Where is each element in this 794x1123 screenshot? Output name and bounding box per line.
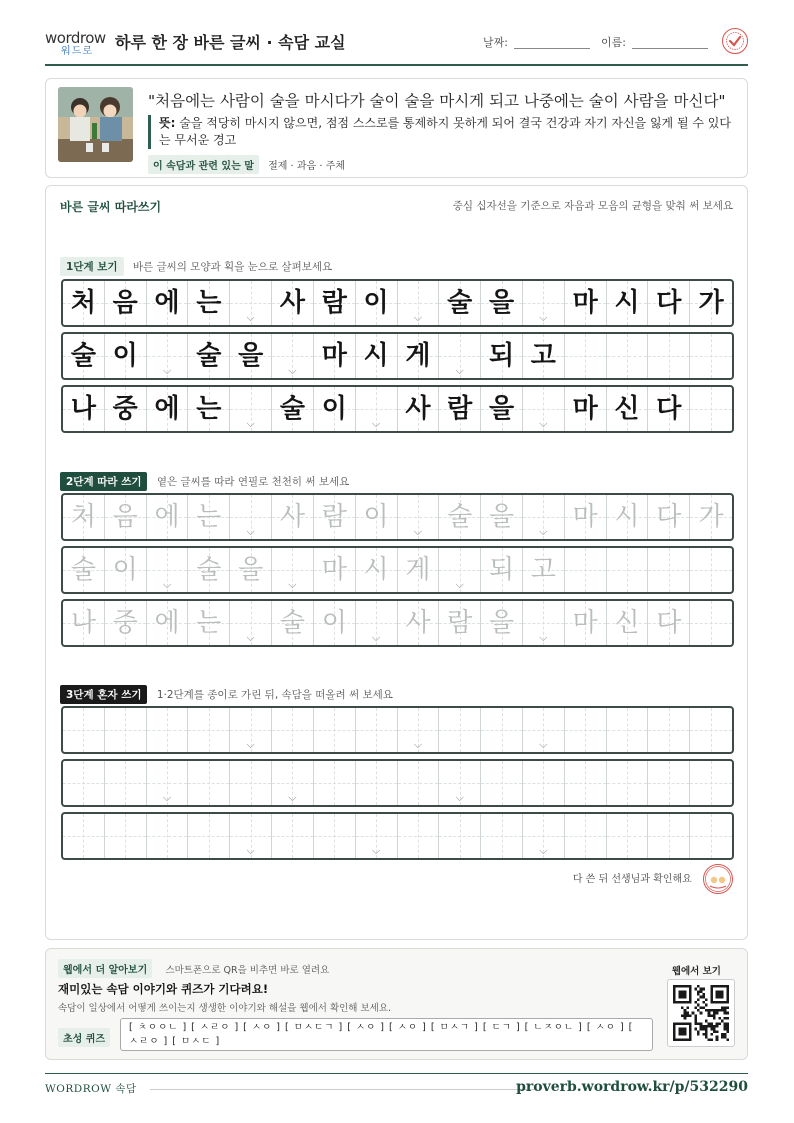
grid-cell[interactable]: [188, 548, 230, 592]
grid-character: 는: [196, 608, 222, 638]
space-mark-icon: ⌵: [539, 738, 548, 751]
grid-character: 게: [405, 555, 431, 585]
grid-cell[interactable]: [398, 708, 440, 752]
grid-character: 시: [363, 341, 389, 371]
grid-character: 을: [488, 502, 515, 532]
grid-cell: [398, 281, 440, 325]
grid-character: 을: [488, 608, 515, 638]
grid-cell[interactable]: [230, 495, 272, 539]
space-mark-icon: ⌵: [539, 311, 548, 324]
grid-cell[interactable]: [398, 814, 440, 858]
grid-cell[interactable]: [188, 761, 230, 805]
grid-cell[interactable]: [523, 601, 565, 645]
grid-cell: [105, 281, 147, 325]
grid-character: 되: [488, 341, 515, 371]
grid-character: 사: [405, 608, 431, 638]
logo-text: wordrow: [45, 29, 106, 47]
grid-cell[interactable]: [439, 761, 481, 805]
space-mark-icon: ⌵: [246, 417, 255, 430]
grid-character: 가: [698, 502, 724, 532]
grid-cell[interactable]: [565, 495, 607, 539]
grid-cell[interactable]: [523, 495, 565, 539]
grid-cell: [481, 334, 523, 378]
grid-cell[interactable]: [356, 761, 398, 805]
grid-character: 사: [279, 288, 306, 318]
grid-cell: [565, 387, 607, 431]
practice-hint: 중심 십자선을 기준으로 자음과 모음의 균형을 맞춰 써 보세요: [452, 200, 733, 212]
web-tag-row: [58, 959, 329, 978]
grid-character: 고: [530, 341, 556, 371]
grid-character: 가: [698, 288, 724, 318]
teacher-note: 다 쓴 뒤 선생님과 확인해요: [572, 874, 692, 885]
grid-character: 마: [572, 288, 598, 318]
writing-row: [61, 332, 734, 380]
grid-character: 음: [112, 502, 138, 532]
grid-cell[interactable]: [105, 548, 147, 592]
space-mark-icon: ⌵: [371, 631, 381, 644]
grid-cell[interactable]: [398, 548, 440, 592]
grid-character: 시: [614, 288, 640, 318]
grid-cell: [481, 281, 523, 325]
stage-3-header: [60, 685, 393, 704]
grid-cell: [272, 334, 314, 378]
grid-cell[interactable]: [147, 548, 189, 592]
grid-cell: [356, 281, 398, 325]
date-label: 날짜:: [483, 36, 508, 49]
grid-cell[interactable]: [314, 601, 356, 645]
space-mark-icon: ⌵: [288, 791, 297, 804]
grid-cell[interactable]: [105, 601, 147, 645]
grid-cell: [398, 334, 440, 378]
grid-character: 에: [154, 502, 180, 532]
space-mark-icon: ⌵: [539, 525, 548, 538]
grid-cell[interactable]: [63, 548, 105, 592]
grid-character: 고: [530, 555, 556, 585]
grid-character: 마: [321, 341, 347, 371]
web-hint: 스마트폰으로 QR을 비추면 바로 열려요: [165, 965, 330, 976]
grid-cell: [188, 281, 230, 325]
writing-row[interactable]: [61, 759, 734, 807]
grid-cell[interactable]: [690, 548, 732, 592]
grid-cell: [356, 334, 398, 378]
grid-character: 시: [363, 555, 389, 585]
space-mark-icon: ⌵: [455, 791, 464, 804]
grid-cell[interactable]: [188, 601, 230, 645]
grid-cell[interactable]: [565, 814, 607, 858]
grid-character: 나: [70, 608, 96, 638]
grid-cell[interactable]: [648, 814, 690, 858]
chosung-quiz-box: [ ㅊㅇㅇㄴ ] [ ㅅㄹㅇ ] [ ㅅㅇ ] [ ㅁㅅㄷㄱ ] [ ㅅㅇ ] [ ㅅㅇ ] [ ㅁㅅㄱ ] [ ㄷㄱ ] [ ㄴㅈㅇㄴ ] [ ㅅㅇ ] [ ㅅㄹㅇ ] [ ㅁㅅㄷ ]: [120, 1018, 653, 1051]
grid-character: 이: [363, 288, 389, 318]
grid-cell[interactable]: [356, 601, 398, 645]
grid-cell: [230, 334, 272, 378]
grid-cell[interactable]: [147, 495, 189, 539]
grid-cell[interactable]: [648, 548, 690, 592]
writing-row: [61, 279, 734, 327]
stage-2-header: [60, 472, 349, 491]
grid-character: 술: [279, 608, 306, 638]
grid-cell: [648, 334, 690, 378]
space-mark-icon: ⌵: [246, 631, 255, 644]
grid-cell[interactable]: [607, 761, 649, 805]
space-mark-icon: ⌵: [455, 364, 464, 377]
proverb-card: [45, 78, 748, 178]
space-mark-icon: ⌵: [246, 525, 255, 538]
grid-character: 술: [447, 288, 473, 318]
grid-cell[interactable]: [230, 761, 272, 805]
grid-character: 을: [488, 394, 515, 424]
grid-cell[interactable]: [481, 548, 523, 592]
quiz-label: 초성 퀴즈: [58, 1028, 110, 1047]
teacher-check: [573, 864, 733, 894]
grid-cell[interactable]: [481, 601, 523, 645]
grid-cell[interactable]: [314, 761, 356, 805]
grid-cell: [523, 334, 565, 378]
grid-cell[interactable]: [398, 495, 440, 539]
grid-cell: [230, 387, 272, 431]
name-label: 이름:: [601, 36, 626, 49]
footer-brand: WORDROW 속담: [45, 1083, 137, 1095]
grid-cell: [565, 281, 607, 325]
writing-row[interactable]: [61, 706, 734, 754]
writing-row[interactable]: [61, 546, 734, 594]
page-title: 하루 한 장 바른 글씨 · 속담 교실: [115, 33, 346, 52]
proverb-text: "처음에는 사람이 술을 마시다가 술이 술을 마시게 되고 나중에는 술이 사람을 마신다": [148, 92, 726, 110]
grid-character: 되: [488, 555, 515, 585]
grid-character: 처: [70, 288, 96, 318]
grid-cell[interactable]: [272, 495, 314, 539]
grid-cell[interactable]: [690, 814, 732, 858]
grid-cell[interactable]: [356, 814, 398, 858]
writing-row: [61, 385, 734, 433]
grid-cell: [314, 281, 356, 325]
grid-cell: [607, 387, 649, 431]
grid-cell: [63, 281, 105, 325]
grid-cell: [147, 387, 189, 431]
meaning-text: 술을 적당히 마시지 않으면, 점점 스스로를 통제하지 못하게 되어 결국 건강과 자기 자신을 잃게 될 수 있다는 무서운 경고: [159, 116, 731, 147]
web-tag: 웹에서 더 알아보기: [58, 959, 152, 978]
grid-cell[interactable]: [272, 814, 314, 858]
grid-character: 다: [656, 288, 682, 318]
grid-cell[interactable]: [63, 814, 105, 858]
grid-cell: [272, 387, 314, 431]
grid-character: 마: [572, 608, 598, 638]
grid-cell[interactable]: [314, 495, 356, 539]
grid-character: 다: [656, 394, 682, 424]
grid-cell[interactable]: [481, 761, 523, 805]
date-field[interactable]: [483, 34, 590, 50]
grid-character: 게: [405, 341, 431, 371]
grid-cell[interactable]: [147, 601, 189, 645]
grid-character: 음: [112, 288, 138, 318]
grid-cell: [439, 387, 481, 431]
grid-cell[interactable]: [272, 708, 314, 752]
grid-cell[interactable]: [481, 708, 523, 752]
grid-cell[interactable]: [439, 814, 481, 858]
space-mark-icon: ⌵: [246, 738, 255, 751]
grid-cell[interactable]: [105, 761, 147, 805]
grid-cell[interactable]: [481, 814, 523, 858]
grid-cell[interactable]: [272, 761, 314, 805]
space-mark-icon: ⌵: [413, 525, 423, 538]
grid-cell[interactable]: [648, 761, 690, 805]
grid-cell: [105, 334, 147, 378]
grid-cell: [607, 281, 649, 325]
space-mark-icon: ⌵: [539, 844, 548, 857]
grid-cell[interactable]: [565, 761, 607, 805]
web-subtext: 속담이 일상에서 어떻게 쓰이는지 생생한 이야기와 해설을 웹에서 확인해 보세요.: [58, 1003, 392, 1014]
grid-cell[interactable]: [63, 761, 105, 805]
grid-character: 술: [447, 502, 473, 532]
grid-cell[interactable]: [314, 814, 356, 858]
space-mark-icon: ⌵: [539, 417, 548, 430]
page-header: [45, 24, 748, 66]
meaning-label: 뜻:: [159, 116, 176, 130]
grid-cell[interactable]: [230, 708, 272, 752]
grid-cell: [147, 281, 189, 325]
grid-character: 술: [279, 394, 306, 424]
grid-cell: [481, 387, 523, 431]
grid-cell[interactable]: [523, 761, 565, 805]
grid-character: 는: [196, 288, 222, 318]
grid-character: 사: [279, 502, 306, 532]
grid-cell[interactable]: [523, 708, 565, 752]
grid-character: 술: [196, 341, 222, 371]
wordrow-logo: [45, 28, 107, 56]
proverb-meaning: [148, 115, 733, 149]
space-mark-icon: ⌵: [288, 578, 297, 591]
grid-cell[interactable]: [63, 495, 105, 539]
grid-cell[interactable]: [230, 548, 272, 592]
grid-cell[interactable]: [147, 814, 189, 858]
stage-1-desc: 바른 글씨의 모양과 획을 눈으로 살펴보세요: [132, 261, 333, 273]
stage-2-label: 2단계 따라 쓰기: [60, 472, 147, 491]
grid-cell[interactable]: [356, 708, 398, 752]
grid-character: 중: [112, 394, 138, 424]
stage-1-label: 1단계 보기: [60, 257, 124, 276]
grid-cell: [439, 281, 481, 325]
space-mark-icon: ⌵: [413, 738, 423, 751]
grid-cell[interactable]: [690, 708, 732, 752]
writing-row[interactable]: [61, 493, 734, 541]
space-mark-icon: ⌵: [539, 631, 548, 644]
grid-character: 이: [112, 555, 138, 585]
qr-label: 웹에서 보기: [671, 966, 721, 977]
space-mark-icon: ⌵: [455, 578, 464, 591]
check-badge-icon: [722, 28, 748, 54]
grid-character: 는: [196, 502, 222, 532]
grid-cell[interactable]: [523, 814, 565, 858]
grid-character: 사: [405, 394, 431, 424]
qr-code-icon[interactable]: [667, 979, 735, 1047]
grid-cell[interactable]: [690, 495, 732, 539]
grid-character: 을: [488, 288, 515, 318]
grid-cell[interactable]: [607, 495, 649, 539]
grid-cell[interactable]: [105, 814, 147, 858]
grid-cell: [607, 334, 649, 378]
space-mark-icon: ⌵: [413, 311, 423, 324]
grid-cell: [565, 334, 607, 378]
related-words: [148, 155, 345, 174]
grid-cell: [272, 281, 314, 325]
grid-character: 나: [70, 394, 96, 424]
space-mark-icon: ⌵: [371, 844, 381, 857]
grid-cell[interactable]: [63, 708, 105, 752]
grid-cell[interactable]: [648, 495, 690, 539]
grid-cell[interactable]: [188, 814, 230, 858]
grid-cell[interactable]: [607, 708, 649, 752]
grid-character: 술: [70, 555, 96, 585]
space-mark-icon: ⌵: [162, 364, 172, 377]
grid-cell: [523, 281, 565, 325]
grid-character: 람: [321, 502, 347, 532]
grid-cell: [147, 334, 189, 378]
grid-cell: [63, 387, 105, 431]
web-promo-card: [45, 948, 748, 1060]
grid-cell[interactable]: [356, 548, 398, 592]
grid-cell[interactable]: [63, 601, 105, 645]
good-job-stamp-icon: [703, 864, 733, 894]
stage-3-label: 3단계 혼자 쓰기: [60, 685, 147, 704]
grid-character: 람: [447, 608, 473, 638]
grid-cell[interactable]: [565, 601, 607, 645]
grid-cell[interactable]: [439, 708, 481, 752]
grid-character: 마: [572, 394, 598, 424]
grid-character: 에: [154, 394, 180, 424]
grid-cell[interactable]: [314, 548, 356, 592]
grid-character: 술: [70, 341, 96, 371]
stage-2-desc: 옅은 글씨를 따라 연필로 천천히 써 보세요: [156, 476, 350, 488]
grid-cell: [648, 387, 690, 431]
proverb-illustration: [58, 87, 133, 162]
grid-cell: [648, 281, 690, 325]
grid-cell: [690, 281, 732, 325]
grid-cell: [356, 387, 398, 431]
grid-cell: [230, 281, 272, 325]
grid-cell[interactable]: [607, 814, 649, 858]
grid-character: 는: [196, 394, 222, 424]
grid-cell[interactable]: [230, 814, 272, 858]
grid-character: 술: [196, 555, 222, 585]
space-mark-icon: ⌵: [288, 364, 297, 377]
space-mark-icon: ⌵: [371, 417, 381, 430]
space-mark-icon: ⌵: [162, 791, 172, 804]
grid-character: 을: [238, 555, 264, 585]
grid-cell[interactable]: [523, 548, 565, 592]
practice-title: 바른 글씨 따라쓰기: [60, 200, 162, 214]
space-mark-icon: ⌵: [246, 844, 255, 857]
grid-character: 람: [447, 394, 473, 424]
grid-character: 신: [614, 394, 640, 424]
space-mark-icon: ⌵: [246, 311, 255, 324]
grid-cell: [188, 334, 230, 378]
stage-1-header: [60, 257, 332, 276]
grid-character: 이: [363, 502, 389, 532]
practice-card: [45, 185, 748, 940]
space-mark-icon: ⌵: [162, 578, 172, 591]
grid-cell[interactable]: [147, 761, 189, 805]
quiz-label-wrap: [58, 1027, 116, 1047]
grid-cell[interactable]: [607, 601, 649, 645]
grid-cell[interactable]: [188, 495, 230, 539]
grid-cell: [523, 387, 565, 431]
grid-cell: [314, 334, 356, 378]
grid-cell: [105, 387, 147, 431]
grid-cell[interactable]: [147, 708, 189, 752]
grid-cell[interactable]: [230, 601, 272, 645]
writing-row[interactable]: [61, 599, 734, 647]
grid-cell[interactable]: [690, 601, 732, 645]
grid-character: 다: [656, 608, 682, 638]
grid-cell[interactable]: [607, 548, 649, 592]
logo-korean-text: 워드로: [61, 46, 93, 57]
grid-character: 에: [154, 288, 180, 318]
footer-url[interactable]: proverb.wordrow.kr/p/532290: [516, 1079, 748, 1095]
grid-cell[interactable]: [481, 495, 523, 539]
grid-character: 을: [238, 341, 264, 371]
grid-cell: [690, 334, 732, 378]
grid-character: 이: [321, 608, 347, 638]
grid-cell[interactable]: [648, 708, 690, 752]
grid-cell[interactable]: [272, 548, 314, 592]
grid-cell[interactable]: [105, 495, 147, 539]
grid-cell[interactable]: [565, 548, 607, 592]
grid-character: 에: [154, 608, 180, 638]
grid-cell: [398, 387, 440, 431]
grid-cell[interactable]: [439, 548, 481, 592]
grid-cell: [439, 334, 481, 378]
grid-character: 시: [614, 502, 640, 532]
grid-cell[interactable]: [565, 708, 607, 752]
grid-cell[interactable]: [105, 708, 147, 752]
grid-character: 중: [112, 608, 138, 638]
grid-character: 마: [572, 502, 598, 532]
grid-character: 이: [321, 394, 347, 424]
grid-cell[interactable]: [439, 601, 481, 645]
grid-cell[interactable]: [398, 601, 440, 645]
grid-cell: [63, 334, 105, 378]
grid-cell[interactable]: [188, 708, 230, 752]
grid-cell[interactable]: [314, 708, 356, 752]
grid-cell[interactable]: [356, 495, 398, 539]
grid-cell[interactable]: [439, 495, 481, 539]
grid-cell[interactable]: [272, 601, 314, 645]
grid-character: 처: [70, 502, 96, 532]
grid-character: 람: [321, 288, 347, 318]
grid-character: 신: [614, 608, 640, 638]
grid-cell[interactable]: [648, 601, 690, 645]
grid-cell: [314, 387, 356, 431]
name-field[interactable]: [601, 34, 708, 50]
stage-3-desc: 1·2단계를 종이로 가린 뒤, 속담을 떠올려 써 보세요: [156, 689, 393, 701]
writing-row[interactable]: [61, 812, 734, 860]
grid-cell: [690, 387, 732, 431]
grid-character: 다: [656, 502, 682, 532]
web-heading: 재미있는 속담 이야기와 퀴즈가 기다려요!: [58, 982, 269, 996]
grid-cell[interactable]: [398, 761, 440, 805]
related-words-text: 절제 · 과음 · 주체: [268, 161, 346, 172]
grid-cell: [188, 387, 230, 431]
page-footer: [45, 1073, 748, 1103]
grid-character: 이: [112, 341, 138, 371]
grid-character: 마: [321, 555, 347, 585]
related-tag: 이 속담과 관련 있는 말: [148, 155, 259, 174]
grid-cell[interactable]: [690, 761, 732, 805]
